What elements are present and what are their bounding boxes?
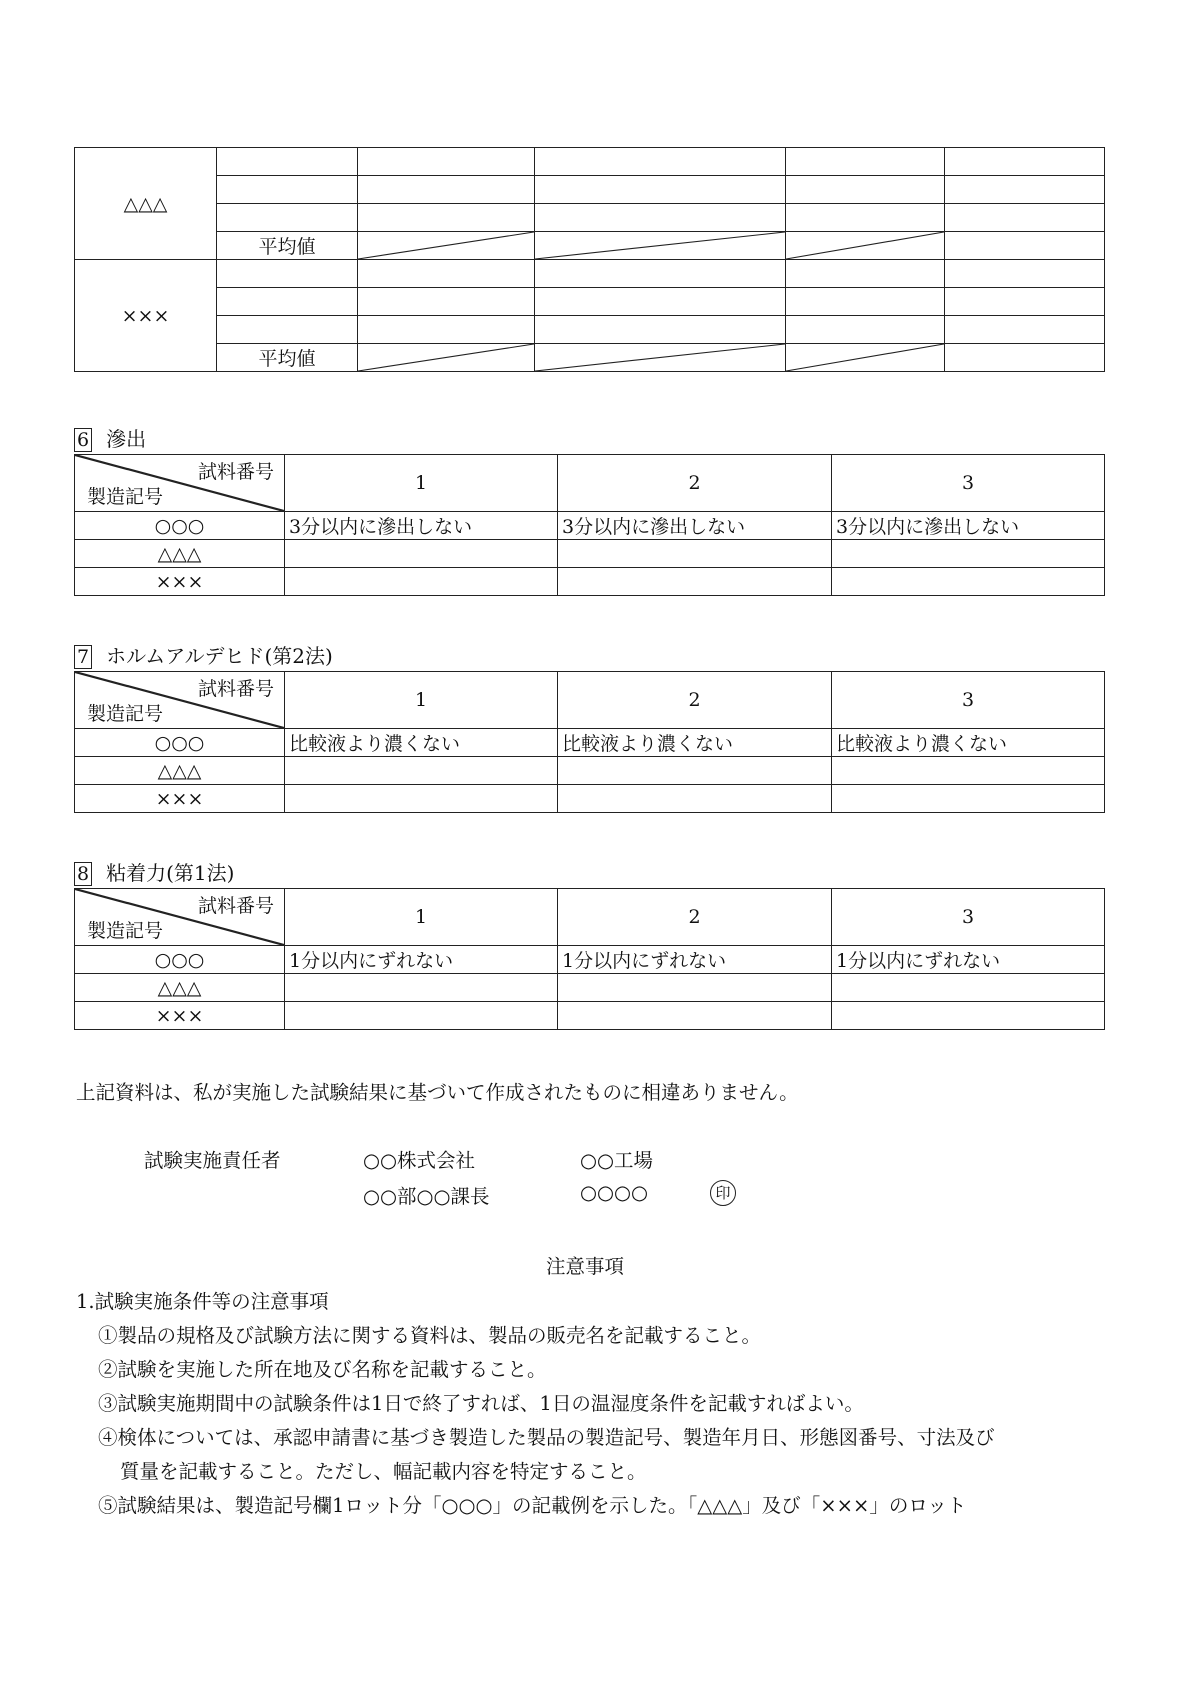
result-cell: 1分以内にずれない xyxy=(832,946,1105,974)
row-label: ××× xyxy=(75,785,285,813)
slashed-cell xyxy=(535,232,786,260)
result-cell xyxy=(285,540,558,568)
column-header: 3 xyxy=(832,672,1105,729)
result-cell xyxy=(832,785,1105,813)
result-cell xyxy=(832,568,1105,596)
section-name: 粘着力(第1法) xyxy=(106,861,235,885)
note-line: ①製品の規格及び試験方法に関する資料は、製品の販売名を記載すること。 xyxy=(98,1324,762,1347)
result-cell xyxy=(558,568,832,596)
notes-heading: 注意事項 xyxy=(546,1255,625,1278)
row-label: ○○○ xyxy=(75,512,285,540)
result-cell: 1分以内にずれない xyxy=(285,946,558,974)
result-cell: 比較液より濃くない xyxy=(285,729,558,757)
result-cell xyxy=(285,568,558,596)
section-title xyxy=(74,423,146,452)
result-cell xyxy=(558,785,832,813)
result-cell xyxy=(832,540,1105,568)
average-label: 平均値 xyxy=(217,344,358,372)
section-table xyxy=(74,671,1105,813)
result-cell xyxy=(832,1002,1105,1030)
result-cell: 3分以内に滲出しない xyxy=(285,512,558,540)
row-label: △△△ xyxy=(75,974,285,1002)
result-cell xyxy=(558,757,832,785)
note-line: ③試験実施期間中の試験条件は1日で終了すれば、1日の温湿度条件を記載すればよい。 xyxy=(98,1392,864,1415)
result-cell xyxy=(285,1002,558,1030)
statement-text: 上記資料は、私が実施した試験結果に基づいて作成されたものに相違ありません。 xyxy=(76,1081,799,1104)
sample-number-label: 試料番号 xyxy=(197,678,274,700)
column-header: 2 xyxy=(558,455,832,512)
top-results-table xyxy=(74,147,1105,372)
notes-item-title: 1.試験実施条件等の注意事項 xyxy=(76,1290,329,1313)
section-table xyxy=(74,888,1105,1030)
column-header: 2 xyxy=(558,889,832,946)
column-header: 1 xyxy=(285,455,558,512)
lot-code-label: 製造記号 xyxy=(87,703,164,725)
row-label: △△△ xyxy=(75,757,285,785)
section-title xyxy=(74,857,234,886)
row-label: ○○○ xyxy=(75,729,285,757)
row-label: △△△ xyxy=(75,540,285,568)
note-line: ④検体については、承認申請書に基づき製造した製品の製造記号、製造年月日、形態図番号、寸法及び xyxy=(98,1426,995,1449)
group-label: ××× xyxy=(75,260,217,372)
slashed-cell xyxy=(786,344,945,372)
note-line: ⑤試験結果は、製造記号欄1ロット分「○○○」の記載例を示した。「△△△」及び「×××」のロット xyxy=(98,1494,967,1517)
average-label: 平均値 xyxy=(217,232,358,260)
sample-number-label: 試料番号 xyxy=(197,895,274,917)
result-cell: 1分以内にずれない xyxy=(558,946,832,974)
column-header: 2 xyxy=(558,672,832,729)
result-cell xyxy=(832,757,1105,785)
group-label: △△△ xyxy=(75,148,217,260)
column-header: 1 xyxy=(285,672,558,729)
header-diagonal-cell xyxy=(75,455,285,512)
column-header: 1 xyxy=(285,889,558,946)
row-label: ○○○ xyxy=(75,946,285,974)
section-number: 8 xyxy=(74,862,92,886)
result-cell: 比較液より濃くない xyxy=(558,729,832,757)
result-cell xyxy=(558,540,832,568)
header-diagonal-cell xyxy=(75,672,285,729)
slashed-cell xyxy=(786,232,945,260)
slashed-cell xyxy=(535,344,786,372)
section-number: 7 xyxy=(74,645,92,669)
result-cell xyxy=(285,757,558,785)
result-cell: 3分以内に滲出しない xyxy=(832,512,1105,540)
factory-name: ○○工場 xyxy=(580,1149,654,1172)
note-line: ②試験を実施した所在地及び名称を記載すること。 xyxy=(98,1358,547,1381)
result-cell xyxy=(558,974,832,1002)
column-header: 3 xyxy=(832,455,1105,512)
section-name: 滲出 xyxy=(106,427,147,451)
result-cell xyxy=(558,1002,832,1030)
result-cell: 3分以内に滲出しない xyxy=(558,512,832,540)
sample-number-label: 試料番号 xyxy=(197,461,274,483)
result-cell xyxy=(832,974,1105,1002)
header-diagonal-cell xyxy=(75,889,285,946)
result-cell xyxy=(285,785,558,813)
person-name: ○○○○ xyxy=(580,1181,649,1204)
result-cell xyxy=(285,974,558,1002)
column-header: 3 xyxy=(832,889,1105,946)
row-label: ××× xyxy=(75,1002,285,1030)
slashed-cell xyxy=(358,344,535,372)
seal-mark: 印 xyxy=(710,1180,736,1206)
section-title xyxy=(74,640,333,669)
result-cell: 比較液より濃くない xyxy=(832,729,1105,757)
lot-code-label: 製造記号 xyxy=(87,486,164,508)
row-label: ××× xyxy=(75,568,285,596)
department-title: ○○部○○課長 xyxy=(363,1185,490,1208)
slashed-cell xyxy=(358,232,535,260)
section-table xyxy=(74,454,1105,596)
section-number: 6 xyxy=(74,428,92,452)
lot-code-label: 製造記号 xyxy=(87,920,164,942)
responsible-role: 試験実施責任者 xyxy=(144,1149,281,1172)
section-name: ホルムアルデヒド(第2法) xyxy=(106,644,333,668)
note-line: 質量を記載すること。ただし、幅記載内容を特定すること。 xyxy=(120,1460,647,1483)
company-name: ○○株式会社 xyxy=(363,1149,476,1172)
